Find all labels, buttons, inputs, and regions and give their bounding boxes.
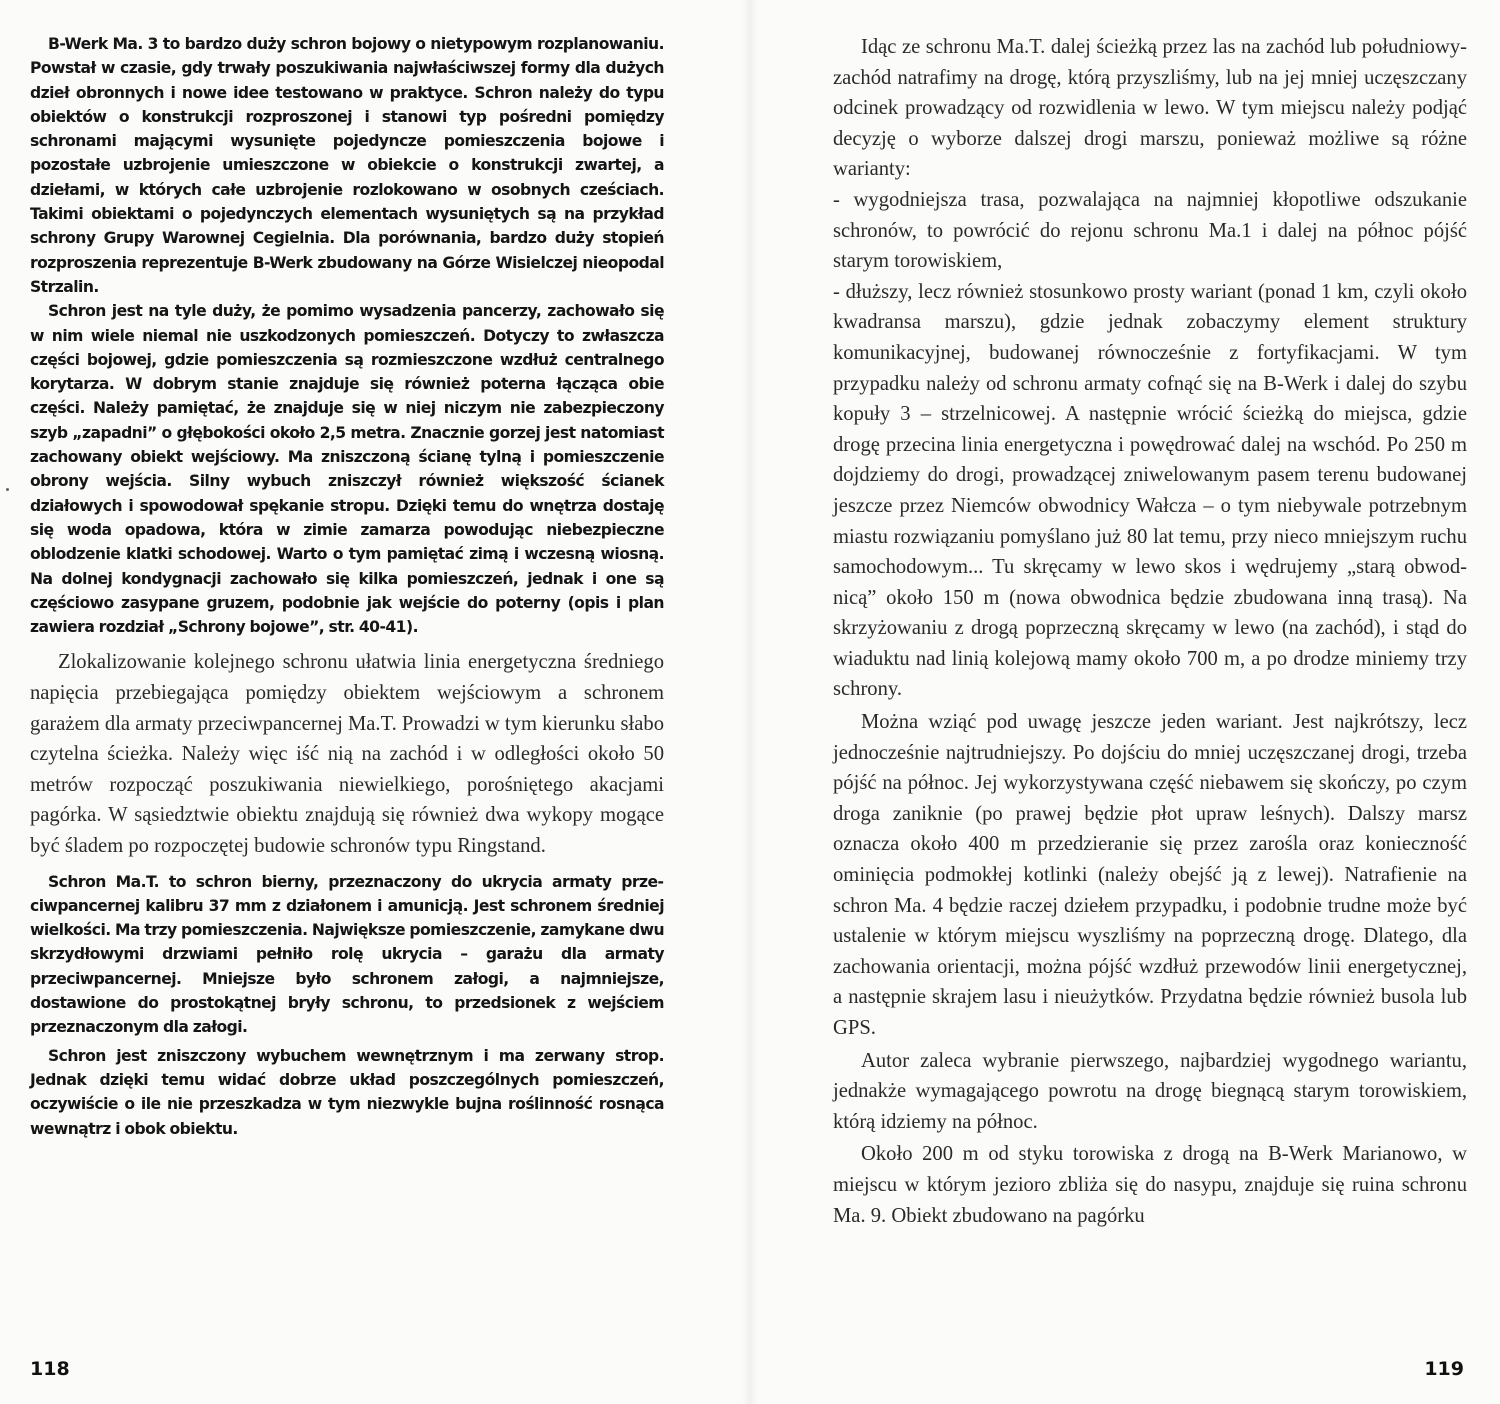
right-paragraph-2: Można wziąć pod uwagę jeszcze jeden wariant. Jest najkrótszy, lecz jednocześnie najtrudniejszy. Po dojściu do mniej uczęszczanej drogi, trzeba pójść na północ. Jej wykorzystywana część niebawem się skończy, po czym droga zaniknie (po prawej będzie płot upraw leśnych). Dalszy marsz oznacza około 400 m przedzieranie się przez zarośla oraz konieczność ominięcia podmokłej kotlinki (należy obejść ją z lewej). Natrafienie na schron Ma. 4 będzie raczej dziełem przypadku, i podobnie trudne może być ustalenie w którym miejscu wyszliśmy na poprzeczną drogę. Dlatego, dla zachowania orientacji, można pójść wzdłuż przewodów linii energetycznej, a następnie skrajem lasu i nieużytków. Przydatna będzie również busola lub GPS. [833, 711, 1467, 1039]
right-option-1: - wygodniejsza trasa, pozwalająca na najmniej kłopotliwe odszukanie schronów, to powrócić do rejonu schronu Ma.1 i dalej na północ pójść starym torowiskiem, [833, 188, 1467, 273]
left-paragraph-1: B-Werk Ma. 3 to bardzo duży schron bojowy o nietypowym rozplanowaniu. Powstał w czasie, gdy trwały poszukiwania najwłaściwszej formy dla dużych dzieł obronnych i nowe idee testowano w praktyce. Schron należy do typu obiektów o konstrukcji rozproszonej i stanowi typ pośredni pomiędzy schronami mającymi wysunięte pojedyncze pomieszczenia bojowe i pozostałe uzbrojenie umieszczone w obiekcie o konstrukcji zwartej, a dziełami, w których całe uzbrojenie rozlokowano w osobnych cześciach. Takimi obiektami o pojedynczych elementach wysuniętych są na przykład schrony Grupy Warownej Cegielnia. Dla porównania, bardzo duży stopień rozproszenia reprezentuje B-Werk zbudowany na Górze Wisielczej nieopodal Strzalin. [30, 35, 664, 296]
left-paragraph-3: Zlokalizowanie kolejnego schronu ułatwia linia energetyczna średniego napięcia przebiegająca pomiędzy obiektem wejściowym a schronem garażem dla armaty przeciwpancernej Ma.T. Prowadzi w tym kierunku słabo czytelna ścieżka. Należy więc iść nią na zachód i w odległości około 50 metrów rozpocząć poszukiwania niewielkiego, porośniętego akacjami pagórka. W sąsiedztwie obiektu znajdują się również dwa wykopy mogące być śladem po rozpoczętej budowie schronów typu Ringstand. [30, 651, 664, 857]
right-option-2: - dłuższy, lecz również stosunkowo prosty wariant (ponad 1 km, czyli około kwadransa marszu), gdzie jednak zobaczymy element struktury komunikacyjnej, budowanej równocześnie z fortyfikacjami. W tym przypadku należy od schronu armaty cofnąć się na B-Werk i dalej do szybu kopuły 3 – strzelnicowej. A następnie wrócić ścieżką do miejsca, gdzie drogę przecina linia energetyczna i powędrować dalej na wschód. Po 250 m dojdziemy do drogi, prowadzącej zniwelowanym pasem terenu budowanej jeszcze przez Niemców obwodnicy Wałcza – o tym niebywale potrzebnym miastu rozwiązaniu pomyślano już 80 lat temu, przy nieco mniejszym ruchu samochodowym... Tu skręcamy w lewo skos i wędrujemy „starą obwodnicą” około 150 m (nowa obwodnica będzie zbudowana inną trasą). Na skrzyżowaniu z drogą poprzeczną skręcamy w lewo (na zachód), i stąd do wiaduktu nad linią kolejową mamy około 700 m, a po drodze miniemy trzy schrony. [833, 280, 1467, 701]
right-paragraph-4: Około 200 m od styku torowiska z drogą na B-Werk Marianowo, w miejscu w którym jezioro zbliża się do nasypu, znajduje się ruina schronu Ma. 9. Obiekt zbudowano na pagórku [833, 1143, 1467, 1227]
left-paragraph-4: Schron Ma.T. to schron bierny, przeznaczony do ukrycia armaty przeciwpancernej kalibru 37 mm z działonem i amunicją. Jest schronem średniej wielkości. Ma trzy pomieszczenia. Największe pomieszczenie, zamykane dwu skrzydłowymi drzwiami pełniło rolę ukrycia – garażu dla armaty przeciwpancernej. Mniejsze było schronem załogi, a najmniejsze, dostawione do prostokątnej bryły schronu, to przedsionek z wejściem przeznaczonym dla załogi. [30, 872, 664, 1037]
left-paragraph-2: Schron jest na tyle duży, że pomimo wysadzenia pancerzy, zachowało się w nim wiele niemal nie uszkodzonych pomieszczeń. Dotyczy to zwłaszcza części bojowej, gdzie pomieszczenia są rozmieszczone wzdłuż centralnego korytarza. W dobrym stanie znajduje się również poterna łącząca obie części. Należy pamiętać, że znajduje się w niej niczym nie zabezpieczony szyb „zapadni” o głębokości około 2,5 metra. Znacznie gorzej jest natomiast zachowany obiekt wejściowy. Ma zniszczoną ścianę tylną i pomieszczenie obrony wejścia. Silny wybuch zniszczył również większość ścianek działowych i spowodował spękanie stropu. Dzięki temu do wnętrza dostaję się woda opadowa, która w zimie zamarza powodując niebezpieczne oblodzenie klatki schodowej. Warto o tym pamiętać zimą i wczesną wiosną. Na dolnej kondygnacji zachowało się kilka pomieszczeń, jednak i one są częściowo zasypane gruzem, podobnie jak wejście do poterny (opis i plan zawiera rozdział „Schrony bojowe”, str. 40-41). [30, 302, 664, 637]
right-text-column [833, 32, 1467, 1231]
right-paragraph-3: Autor zaleca wybranie pierwszego, najbardziej wygodnego wariantu, jednakże wymagającego powrotu na drogę biegnącą starym torowiskiem, którą idziemy na północ. [833, 1049, 1467, 1133]
page-number-left: 118 [30, 1358, 70, 1380]
scan-speck [6, 488, 9, 491]
left-paragraph-5: Schron jest zniszczony wybuchem wewnętrznym i ma zerwany strop. Jednak dzięki temu widać dobrze układ poszczególnych pomieszczeń, oczywiście o ile nie przeszkadza w tym niezwykle bujna roślinność rosnąca wewnątrz i obok obiektu. [30, 1046, 664, 1138]
left-page [0, 0, 745, 1404]
right-paragraph-1: Idąc ze schronu Ma.T. dalej ścieżką przez las na zachód lub południowy-zachód natrafimy na drogę, którą przyszliśmy, lub na jej mniej uczęszczany odcinek prowadzący od rozwidlenia w lewo. W tym miejscu należy podjąć decyzję o wyborze dalszej drogi marszu, ponieważ możliwe są różne warianty: [833, 36, 1467, 181]
right-page [755, 0, 1500, 1404]
page-number-right: 119 [1424, 1358, 1464, 1380]
left-text-column [30, 32, 664, 1141]
